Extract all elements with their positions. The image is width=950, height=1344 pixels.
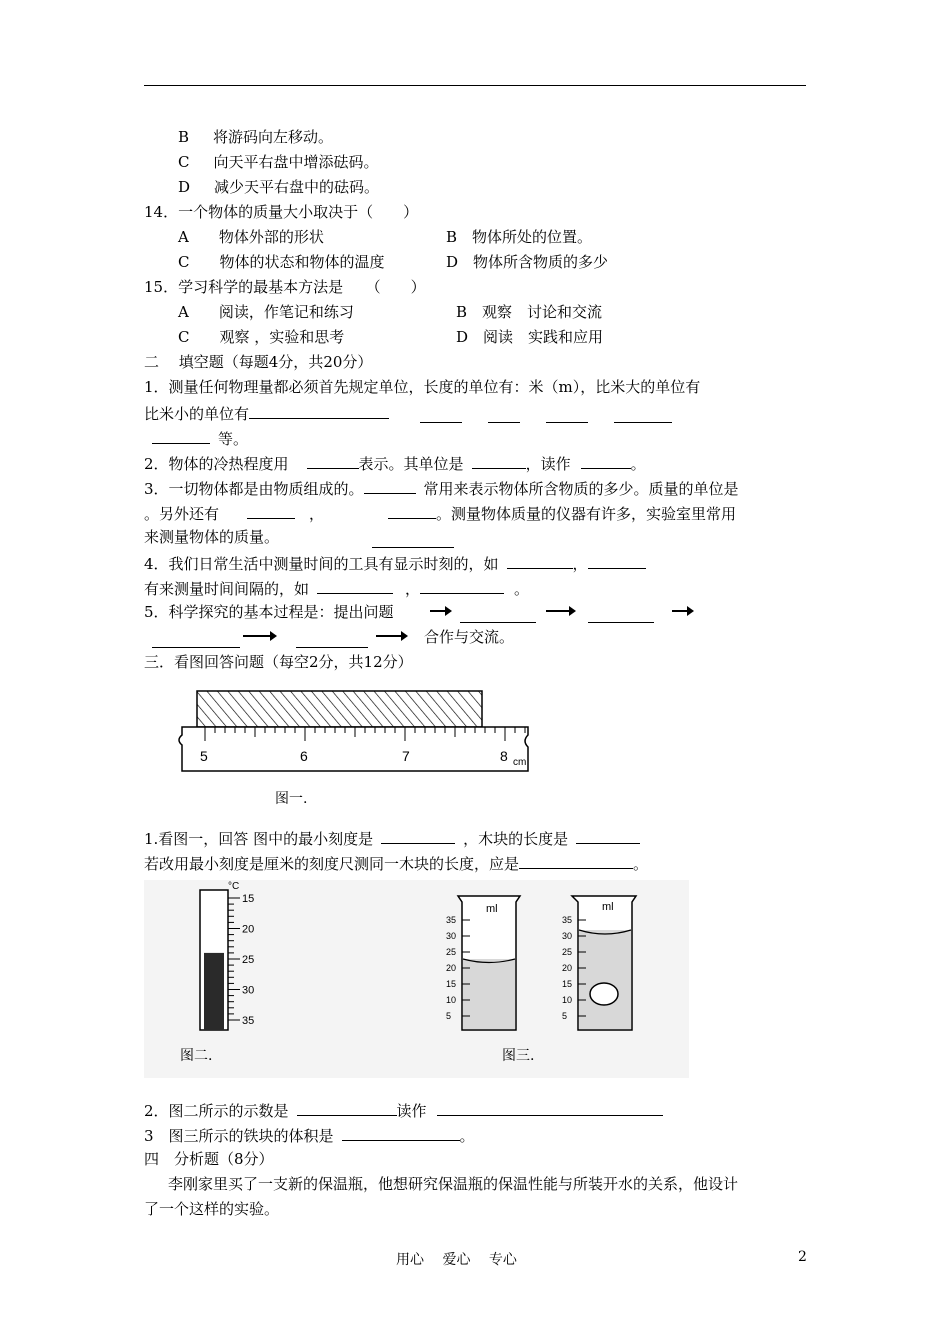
arrow-icon [672, 610, 692, 612]
s2-q3-line1 [144, 477, 739, 499]
cylinder-1 [446, 896, 520, 1030]
answer-blank[interactable] [364, 477, 416, 494]
cylinder-2-unit: ml [602, 901, 614, 913]
answer-blank[interactable] [519, 852, 633, 869]
option-c [178, 152, 379, 172]
cylinder-2 [562, 896, 636, 1030]
cylinder-tick-label: 25 [562, 947, 573, 957]
text: 常用来表示物体所含物质的多少。质量的单位是 [423, 480, 739, 498]
thermometer-tick-label: 20 [242, 923, 255, 936]
ruler-label: 8 [500, 748, 508, 764]
text: 2．物体的冷热程度用 [144, 455, 289, 473]
option-text: 将游码向左移动。 [213, 128, 334, 146]
text: 。测量物体质量的仪器有许多，实验室里常用 [436, 505, 737, 523]
s2-q5-line1 [144, 602, 394, 622]
s2-q3-line2 [144, 502, 736, 524]
text: 表示。其单位是 [358, 455, 464, 473]
answer-blank[interactable] [297, 1099, 397, 1116]
figure-2-caption: 图二. [180, 1048, 213, 1064]
text: 。另外还有 [144, 505, 220, 523]
thermometer-tick-label: 30 [242, 984, 255, 997]
q14-stem: 14．一个物体的质量大小取决于（ ） [144, 203, 419, 221]
cylinder-tick-label: 10 [446, 995, 457, 1005]
text: 。 [630, 455, 646, 473]
figure-1-ruler [170, 685, 540, 810]
answer-blank[interactable] [152, 427, 210, 444]
cylinder-1-water [463, 959, 515, 1029]
answer-blank[interactable] [588, 606, 654, 623]
q15-option-a: A 阅读，作笔记和练习 [178, 303, 354, 321]
arrow-icon [243, 635, 275, 637]
text: 。 [459, 1127, 475, 1145]
option-text: 向天平右盘中增添砝码。 [213, 153, 379, 171]
option-text: 减少天平右盘中的砝码。 [214, 178, 380, 196]
iron-block [590, 983, 618, 1005]
cylinder-2-water [579, 930, 631, 1029]
cylinder-tick-label: 5 [446, 1011, 452, 1021]
s2-q2 [144, 452, 646, 474]
answer-blank[interactable] [342, 1124, 460, 1141]
cylinder-tick-label: 25 [446, 947, 457, 957]
text: 比米小的单位有 [144, 405, 250, 423]
s2-q5-end: 合作与交流。 [424, 628, 515, 646]
cylinder-tick-label: 30 [562, 931, 573, 941]
text: 5．科学探究的基本过程是：提出问题 [144, 603, 394, 621]
figure-3-caption: 图三. [502, 1048, 535, 1064]
text: 。 [514, 580, 530, 598]
s2-q1-line1: 1．测量任何物理量都必须首先规定单位，长度的单位有：米（m），比米大的单位有 [144, 378, 701, 396]
text: 4．我们日常生活中测量时间的工具有显示时刻的，如 [144, 555, 499, 573]
s3-q3 [144, 1124, 475, 1146]
text: 若改用最小刻度是厘米的刻度尺测同一木块的长度，应是 [144, 855, 520, 873]
ruler-label: 6 [300, 748, 308, 764]
figure-3-cylinders [440, 888, 680, 1073]
q15-option-b: B 观察 讨论和交流 [456, 303, 603, 321]
cylinder-tick-label: 10 [562, 995, 573, 1005]
cylinder-tick-label: 20 [446, 963, 457, 973]
s2-q3-line3: 来测量物体的质量。 [144, 528, 280, 546]
answer-blank[interactable] [420, 577, 504, 594]
answer-blank[interactable] [372, 531, 454, 548]
answer-blank[interactable] [388, 502, 436, 519]
s4-paragraph-line1: 李刚家里买了一支新的保温瓶，他想研究保温瓶的保温性能与所装开水的关系，他设计 [168, 1175, 739, 1193]
cylinder-tick-label: 20 [562, 963, 573, 973]
cylinder-tick-label: 30 [446, 931, 457, 941]
answer-blank[interactable] [581, 452, 631, 469]
thermometer-tick-label: 15 [242, 893, 255, 905]
answer-blank[interactable] [588, 552, 646, 569]
option-letter: C [178, 153, 190, 171]
s2-q1-line2 [144, 402, 389, 424]
q15-option-d: D 阅读 实践和应用 [456, 328, 604, 346]
page-number: 2 [798, 1249, 807, 1265]
answer-blank[interactable] [507, 552, 573, 569]
answer-blank[interactable] [546, 406, 588, 423]
ruler-label: 7 [402, 748, 410, 764]
section-2-title: 二 填空题（每题4分，共20分） [144, 353, 373, 371]
q14-option-c: C 物体的状态和物体的温度 [178, 253, 385, 271]
arrow-icon [376, 635, 406, 637]
answer-blank[interactable] [152, 631, 240, 648]
answer-blank[interactable] [296, 631, 368, 648]
answer-blank[interactable] [472, 452, 526, 469]
option-d [178, 177, 379, 197]
wood-block [197, 691, 482, 727]
q14-option-d: D 物体所含物质的多少 [446, 253, 609, 271]
s3-q1-line1 [144, 827, 640, 849]
text: 。 [633, 855, 649, 873]
cylinder-tick-label: 35 [446, 915, 457, 925]
thermometer-liquid [204, 953, 224, 1030]
cylinder-tick-label: 5 [562, 1011, 568, 1021]
q14-option-b: B 物体所处的位置。 [446, 228, 593, 246]
text: ， [572, 555, 588, 573]
ruler-unit: cm [513, 757, 527, 768]
answer-blank[interactable] [614, 406, 672, 423]
text: ，木块的长度是 [463, 830, 569, 848]
s3-q1-line2 [144, 852, 648, 874]
q15-option-c: C 观察 ，实验和思考 [178, 328, 345, 346]
option-b [178, 127, 333, 147]
text: 3 图三所示的铁块的体积是 [144, 1127, 334, 1145]
ruler-body [179, 727, 528, 771]
q15-stem: 15．学习科学的最基本方法是 （ ） [144, 278, 426, 296]
cylinder-tick-label: 35 [562, 915, 573, 925]
option-letter: B [178, 128, 190, 146]
text: ，读作 [525, 455, 571, 473]
cylinder-tick-label: 15 [446, 979, 457, 989]
s2-q1-line3 [152, 427, 248, 449]
text: 等。 [218, 430, 249, 448]
answer-blank[interactable] [488, 406, 520, 423]
text: 2．图二所示的示数是 [144, 1102, 289, 1120]
section-3-title: 三．看图回答问题（每空2分，共12分） [144, 653, 413, 671]
text: 3．一切物体都是由物质组成的。 [144, 480, 364, 498]
thermometer-tick-label: 25 [242, 954, 255, 966]
footer-slogan: 用心 爱心 专心 [396, 1252, 517, 1268]
section-4-title: 四 分析题（8分） [144, 1150, 274, 1168]
arrow-icon [430, 610, 450, 612]
arrow-icon [546, 610, 574, 612]
text: ， [405, 580, 421, 598]
cylinder-tick-label: 15 [562, 979, 573, 989]
answer-blank[interactable] [576, 827, 640, 844]
text: 1.看图一，回答 图中的最小刻度是 [144, 830, 374, 848]
ruler-label: 5 [200, 748, 208, 764]
answer-blank[interactable] [460, 606, 536, 623]
thermometer-tick-label: 35 [242, 1015, 255, 1027]
thermometer-unit: °C [228, 881, 240, 892]
answer-blank[interactable] [437, 1099, 663, 1116]
text: ， [309, 505, 325, 523]
answer-blank[interactable] [381, 827, 455, 844]
s2-q4-line2 [144, 577, 529, 599]
figure-1-caption: 图一. [275, 791, 308, 807]
s4-paragraph-line2: 了一个这样的实验。 [144, 1200, 280, 1218]
answer-blank[interactable] [249, 402, 389, 419]
q14-option-a: A 物体外部的形状 [178, 228, 324, 246]
figure-2-thermometer [160, 880, 280, 1075]
answer-blank[interactable] [247, 502, 295, 519]
answer-blank[interactable] [420, 406, 462, 423]
header-rule [144, 85, 806, 86]
s3-q2 [144, 1099, 663, 1121]
s2-q4-line1 [144, 552, 646, 574]
cylinder-1-unit: ml [486, 903, 498, 915]
answer-blank[interactable] [307, 452, 359, 469]
option-letter: D [178, 178, 191, 196]
answer-blank[interactable] [317, 577, 393, 594]
text: 读作 [396, 1102, 427, 1120]
text: 有来测量时间间隔的，如 [144, 580, 310, 598]
